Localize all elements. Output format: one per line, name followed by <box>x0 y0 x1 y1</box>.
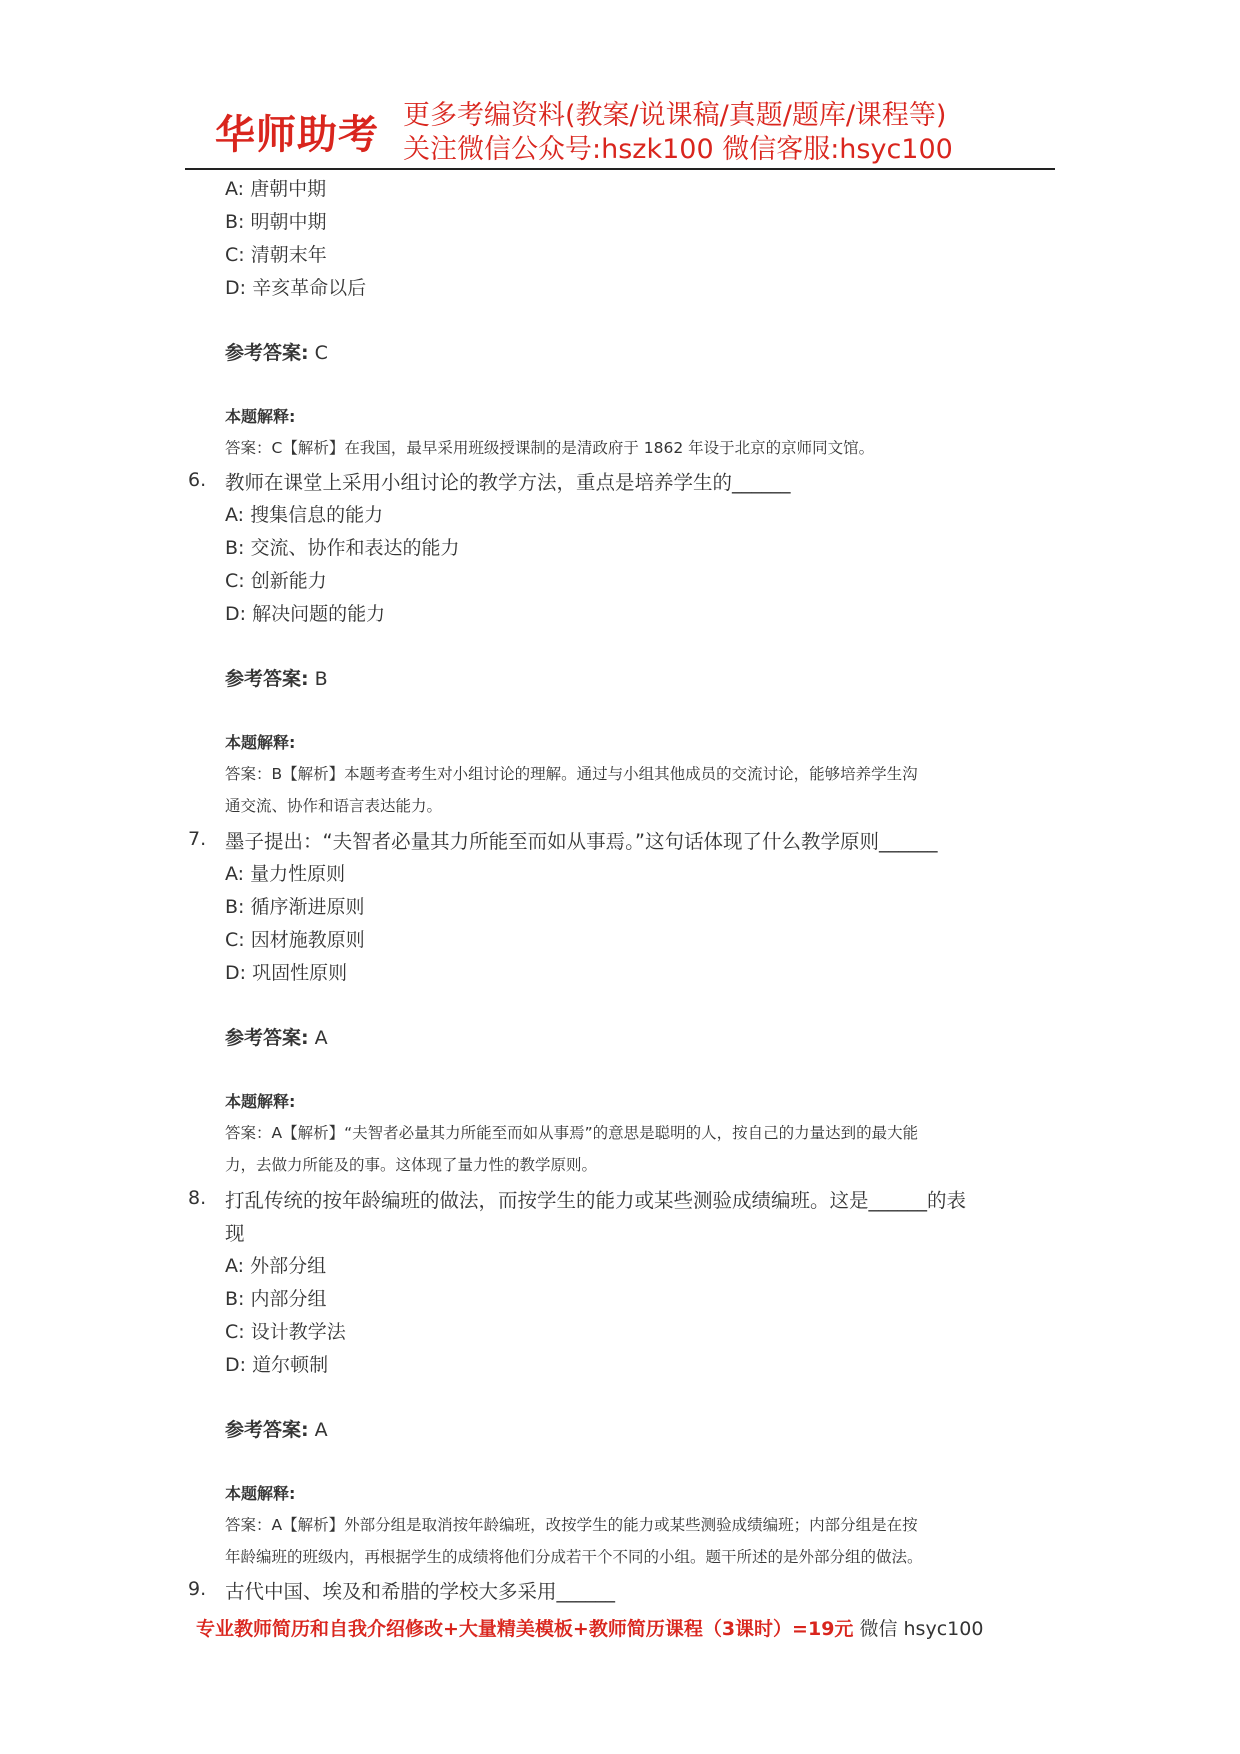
question-text-cont: 现 <box>225 1222 245 1245</box>
option-b: B: 交流、协作和表达的能力 <box>225 537 460 559</box>
explanation-text: 答案：A【解析】“夫智者必量其力所能至而如从事焉”的意思是聪明的人，按自己的力量达到的最大能 <box>225 1124 919 1142</box>
header-banner <box>185 85 1055 163</box>
option-b: B: 明朝中期 <box>225 211 327 233</box>
explanation-title: 本题解释: <box>225 1092 296 1111</box>
option-b: B: 内部分组 <box>225 1288 327 1310</box>
option-c: C: 清朝末年 <box>225 244 327 266</box>
answer-value: B <box>308 668 328 690</box>
question-text: 教师在课堂上采用小组讨论的教学方法，重点是培养学生的______ <box>225 471 791 494</box>
explanation-title: 本题解释: <box>225 1484 296 1503</box>
question-text: 古代中国、埃及和希腊的学校大多采用______ <box>225 1580 616 1603</box>
option-a: A: 唐朝中期 <box>225 178 327 200</box>
header-divider <box>185 168 1055 170</box>
answer-value: A <box>308 1419 328 1441</box>
option-d: D: 道尔顿制 <box>225 1354 329 1376</box>
footer-promo-text: 专业教师简历和自我介绍修改+大量精美模板+教师简历课程（3课时）=19元 <box>196 1618 854 1640</box>
question-text: 打乱传统的按年龄编班的做法，而按学生的能力或某些测验成绩编班。这是______的表 <box>225 1189 967 1212</box>
answer-value: C <box>308 342 328 364</box>
reference-answer <box>225 1415 328 1442</box>
explanation-text: 答案：C【解析】在我国，最早采用班级授课制的是清政府于 1862 年设于北京的京师同文馆。 <box>225 439 875 457</box>
brand-logo: 华师助考 <box>215 112 379 158</box>
answer-value: A <box>308 1027 328 1049</box>
promo-line-1: 更多考编资料(教案/说课稿/真题/题库/课程等) <box>403 100 947 131</box>
option-d: D: 解决问题的能力 <box>225 603 386 625</box>
option-c: C: 因材施教原则 <box>225 929 365 951</box>
option-a: A: 搜集信息的能力 <box>225 504 384 526</box>
question-number: 9. <box>188 1578 207 1600</box>
option-c: C: 创新能力 <box>225 570 327 592</box>
reference-answer <box>225 338 328 365</box>
answer-label: 参考答案: <box>225 668 309 690</box>
option-d: D: 辛亥革命以后 <box>225 277 367 299</box>
option-a: A: 外部分组 <box>225 1255 327 1277</box>
reference-answer <box>225 664 328 691</box>
option-c: C: 设计教学法 <box>225 1321 346 1343</box>
question-text: 墨子提出：“夫智者必量其力所能至而如从事焉。”这句话体现了什么教学原则______ <box>225 830 938 853</box>
footer-promo <box>196 1614 983 1641</box>
question-number: 8. <box>188 1187 207 1209</box>
answer-label: 参考答案: <box>225 1419 309 1441</box>
explanation-title: 本题解释: <box>225 733 296 752</box>
explanation-text: 答案：B【解析】本题考查考生对小组讨论的理解。通过与小组其他成员的交流讨论，能够培养学生沟 <box>225 765 918 783</box>
explanation-text: 年龄编班的班级内，再根据学生的成绩将他们分成若干个不同的小组。题干所述的是外部分组的做法。 <box>225 1548 923 1566</box>
explanation-title: 本题解释: <box>225 407 296 426</box>
explanation-text: 答案：A【解析】外部分组是取消按年龄编班，改按学生的能力或某些测验成绩编班；内部分组是在按 <box>225 1516 918 1534</box>
reference-answer <box>225 1023 328 1050</box>
option-b: B: 循序渐进原则 <box>225 896 365 918</box>
question-number: 6. <box>188 469 207 491</box>
option-d: D: 巩固性原则 <box>225 962 348 984</box>
answer-label: 参考答案: <box>225 342 309 364</box>
explanation-text: 通交流、协作和语言表达能力。 <box>225 797 443 815</box>
promo-line-2: 关注微信公众号:hszk100 微信客服:hsyc100 <box>403 134 953 165</box>
footer-wechat: 微信 hsyc100 <box>853 1618 984 1640</box>
question-number: 7. <box>188 828 207 850</box>
answer-label: 参考答案: <box>225 1027 309 1049</box>
option-a: A: 量力性原则 <box>225 863 346 885</box>
explanation-text: 力，去做力所能及的事。这体现了量力性的教学原则。 <box>225 1156 598 1174</box>
